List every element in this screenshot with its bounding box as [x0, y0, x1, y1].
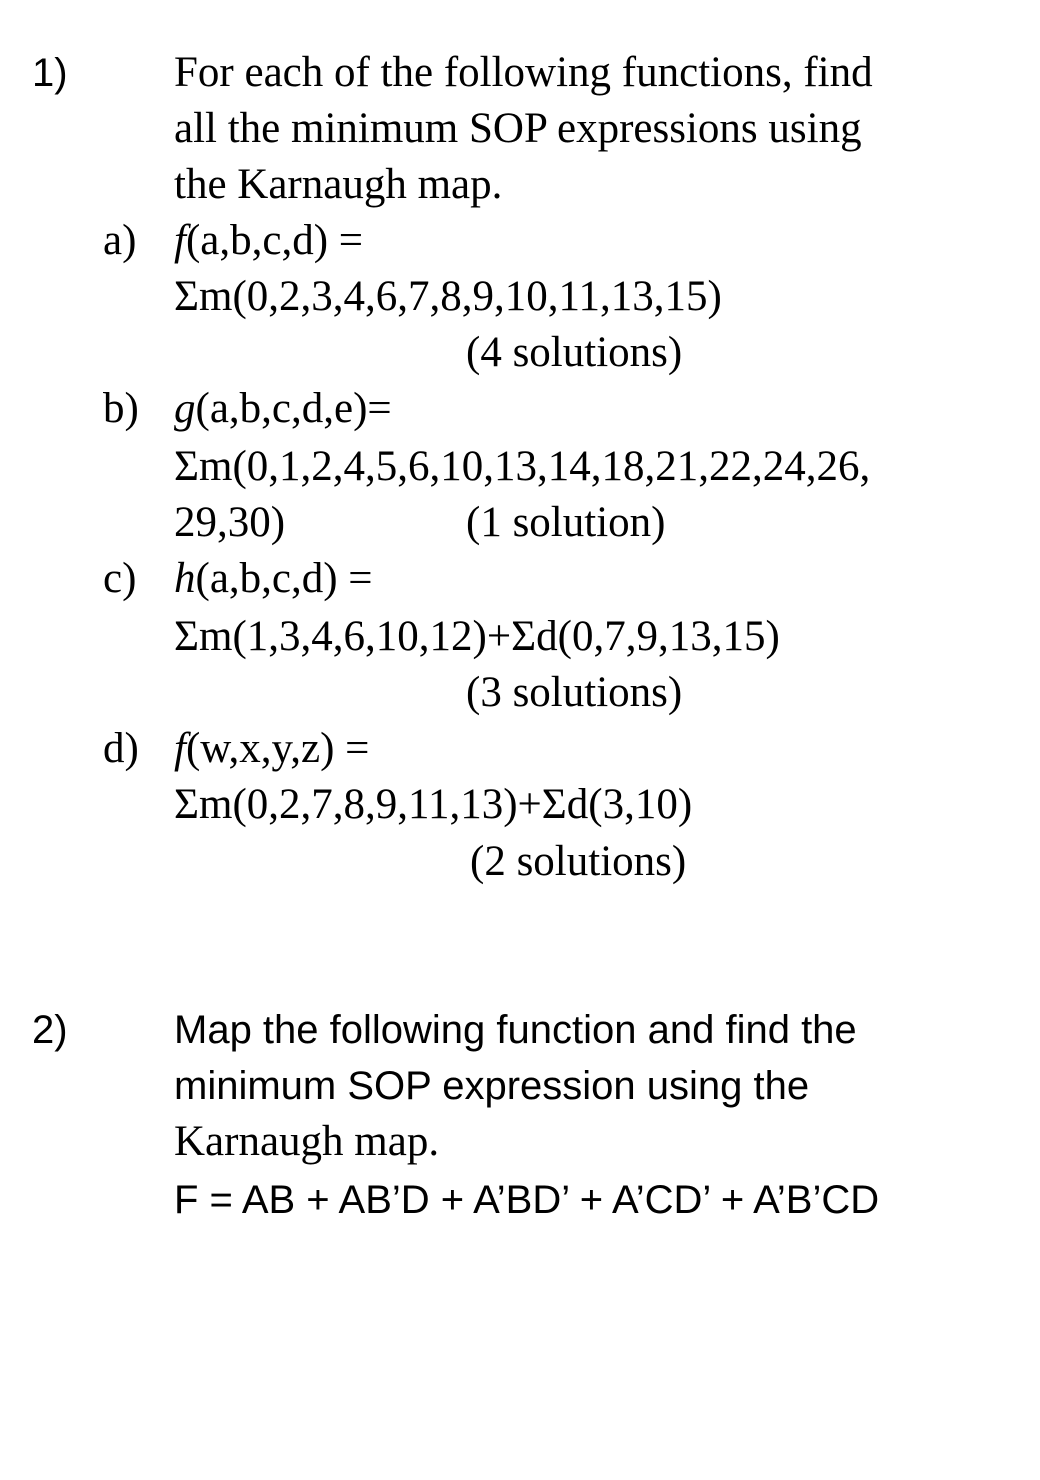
part-c-function-args: (a,b,c,d) =: [195, 555, 373, 602]
problem-1-intro-line-2: all the minimum SOP expressions using: [174, 105, 862, 152]
problem-2-equation: F = AB + AB’D + A’BD’ + A’CD’ + A’B’CD: [174, 1178, 880, 1222]
part-b-letter: b): [103, 385, 139, 432]
part-c-function-name: h: [174, 555, 196, 602]
part-a-function: [174, 213, 363, 269]
part-d-solutions: (2 solutions): [470, 838, 687, 885]
part-d-letter: d): [103, 725, 139, 772]
problem-2-line-1: Map the following function and find the: [174, 1008, 857, 1052]
problem-1-intro-line-3: the Karnaugh map.: [174, 161, 503, 208]
part-b-expression-line-2: 29,30): [174, 499, 286, 546]
problem-1-number: 1): [32, 51, 68, 95]
part-a-function-args: (a,b,c,d) =: [185, 217, 364, 264]
part-c-function: [174, 551, 373, 607]
part-b-function-name: g: [174, 385, 196, 432]
part-d-function-name: f: [174, 725, 186, 772]
problem-2-line-2: minimum SOP expression using the: [174, 1064, 810, 1108]
part-b-expression-line-1: Σm(0,1,2,4,5,6,10,13,14,18,21,22,24,26,: [174, 443, 871, 490]
part-b-function: [174, 381, 392, 437]
part-d-function: [174, 721, 369, 777]
part-a-function-name: f: [174, 217, 186, 264]
problem-2-number: 2): [32, 1008, 68, 1052]
part-a-solutions: (4 solutions): [466, 329, 683, 376]
problem-1-intro-line-1: For each of the following functions, find: [174, 49, 873, 96]
part-d-function-args: (w,x,y,z) =: [185, 725, 370, 772]
part-d-expression: Σm(0,2,7,8,9,11,13)+Σd(3,10): [174, 781, 693, 828]
part-c-expression: Σm(1,3,4,6,10,12)+Σd(0,7,9,13,15): [174, 613, 780, 660]
part-b-function-args: (a,b,c,d,e)=: [195, 385, 392, 432]
part-a-expression: Σm(0,2,3,4,6,7,8,9,10,11,13,15): [174, 273, 722, 320]
part-c-letter: c): [103, 555, 137, 602]
part-a-letter: a): [103, 217, 137, 264]
part-b-solutions: (1 solution): [466, 499, 666, 546]
problem-2-line-3: Karnaugh map.: [174, 1118, 440, 1165]
part-c-solutions: (3 solutions): [466, 669, 683, 716]
